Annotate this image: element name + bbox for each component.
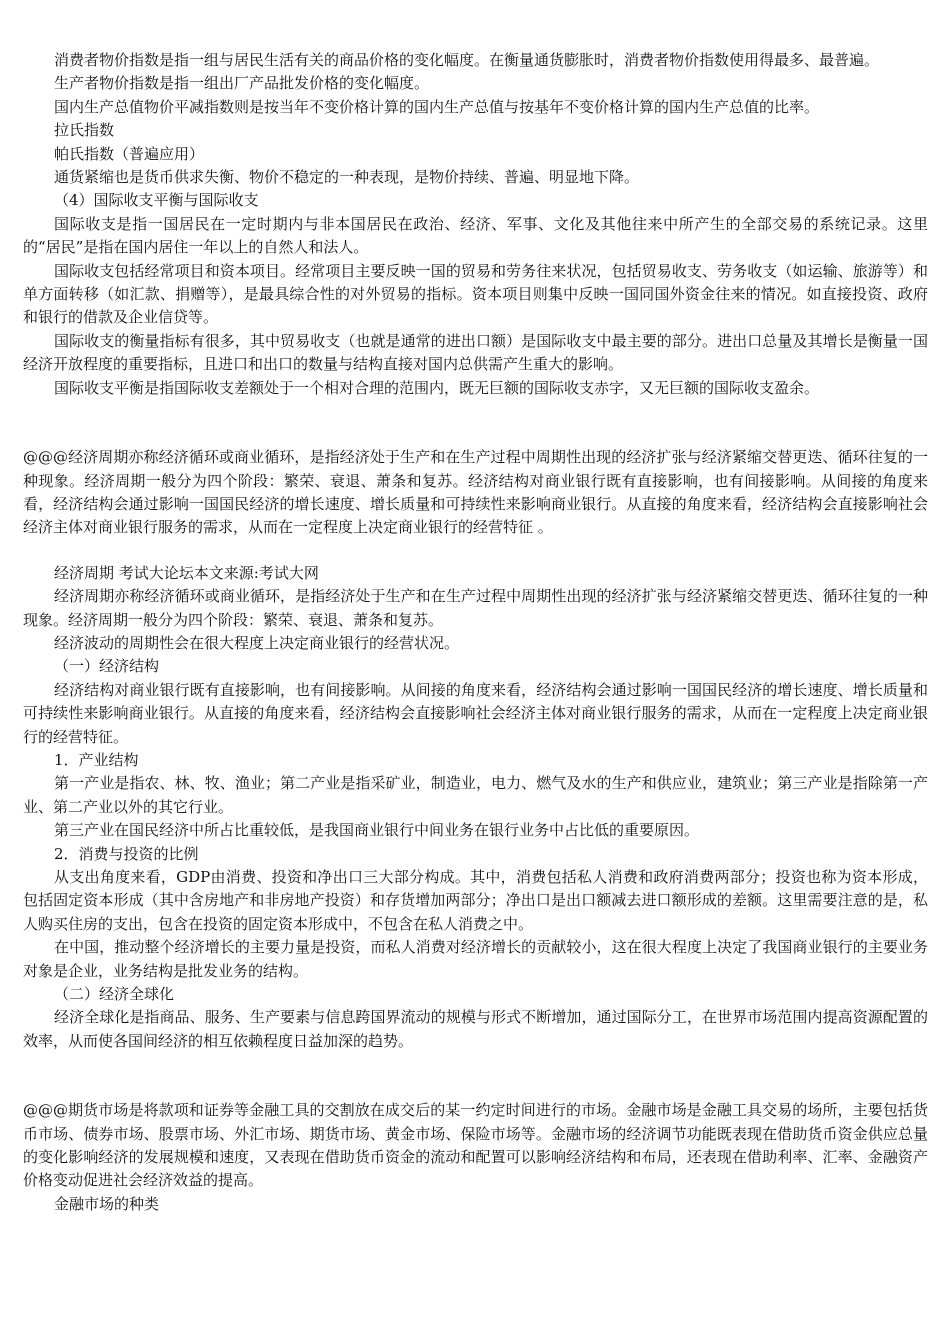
section-heading-economic-structure: （一）经济结构	[54, 657, 160, 676]
paragraph-china-investment: 在中国，推动整个经济增长的主要力量是投资，而私人消费对经济增长的贡献较小，这在很大程度上决定了我国商业银行的主要业务对象是企业，业务结构是批发业务的结构。	[23, 938, 928, 980]
section-heading-globalization: （二）经济全球化	[54, 985, 175, 1004]
subheading-industrial-structure: 1．产业结构	[54, 750, 139, 769]
paragraph-bop-indicators: 国际收支的衡量指标有很多，其中贸易收支（也就是通常的进出口额）是国际收支中最主要的部分。进出口总量及其增长是衡量一国经济开放程度的重要指标，且进口和出口的数量与结构直接对国内总供需产生重大的影响。	[23, 331, 928, 374]
subheading-consumption-investment: 2．消费与投资的比例	[54, 844, 199, 863]
paragraph-economic-structure: 经济结构对商业银行既有直接影响，也有间接影响。从间接的角度来看，经济结构会通过影响一国国民经济的增长速度、增长质量和可持续性来影响商业银行。从直接的角度来看，经济结构会直接影响社会经济主体对商业银行服务的需求，从而在一定程度上决定商业银行的经营特征。	[23, 680, 928, 746]
paragraph-globalization: 经济全球化是指商品、服务、生产要素与信息跨国界流动的规模与形式不断增加，通过国际分工，在世界市场范围内提高资源配置的效率，从而使各国间经济的相互依赖程度日益加深的趋势。	[23, 1008, 928, 1050]
paragraph-bop-balance: 国际收支平衡是指国际收支差额处于一个相对合理的范围内，既无巨额的国际收支赤字，又无巨额的国际收支盈余。	[54, 378, 820, 397]
paragraph-futures-market: @@@期货市场是将款项和证券等金融工具的交割放在成交后的某一约定时间进行的市场。金融市场是金融工具交易的场所，主要包括货币市场、债券市场、股票市场、外汇市场、期货市场、黄金市场、保险市场等。金融市场的经济调节功能既表现在借助货币资金供应总量的变化影响经济的发展规模和速度，又表现在借助货币资金的流动和配置可以影响经济结构和布局，还表现在借助利率、汇率、金融资产价格变动促进社会经济效益的提高。	[23, 1101, 928, 1190]
paragraph-gdp-deflator: 国内生产总值物价平减指数则是按当年不变价格计算的国内生产总值与按基年不变价格计算的国内生产总值的比率。	[54, 97, 820, 116]
paragraph-business-cycle-summary: @@@经济周期亦称经济循环或商业循环，是指经济处于生产和在生产过程中周期性出现的经济扩张与经济紧缩交替更迭、循环往复的一种现象。经济周期一般分为四个阶段：繁荣、衰退、萧条和复苏。经济结构对商业银行既有直接影响，也有间接影响。从间接的角度来看，经济结构会通过影响一国国民经济的增长速度、增长质量和可持续性来影响商业银行。从直接的角度来看，经济结构会直接影响社会经济主体对商业银行服务的需求，从而在一定程度上决定商业银行的经营特征 。	[23, 448, 928, 537]
paragraph-business-cycle-source: 经济周期 考试大论坛本文来源:考试大网	[54, 563, 319, 582]
document-page	[23, 49, 928, 1216]
paragraph-business-cycle-definition: 经济周期亦称经济循环或商业循环，是指经济处于生产和在生产过程中周期性出现的经济扩张与经济紧缩交替更迭、循环往复的一种现象。经济周期一般分为四个阶段：繁荣、衰退、萧条和复苏。	[23, 587, 928, 629]
paragraph-ppi: 生产者物价指数是指一组出厂产品批发价格的变化幅度。	[54, 74, 430, 93]
paragraph-paasche: 帕氏指数（普遍应用）	[54, 144, 205, 163]
paragraph-tertiary-share: 第三产业在国民经济中所占比重较低，是我国商业银行中间业务在银行业务中占比低的重要原因。	[54, 821, 700, 840]
paragraph-cycle-impact: 经济波动的周期性会在很大程度上决定商业银行的经营状况。	[54, 633, 460, 652]
paragraph-bop-definition: 国际收支是指一国居民在一定时期内与非本国居民在政治、经济、军事、文化及其他往来中所产生的全部交易的系统记录。这里的“居民”是指在国内居住一年以上的自然人和法人。	[23, 214, 928, 257]
paragraph-deflation: 通货紧缩也是货币供求失衡、物价不稳定的一种表现，是物价持续、普遍、明显地下降。	[54, 168, 640, 187]
paragraph-cpi: 消费者物价指数是指一组与居民生活有关的商品价格的变化幅度。在衡量通货膨胀时，消费者物价指数使用得最多、最普遍。	[54, 51, 880, 69]
section-heading-balance-of-payments: （4）国际收支平衡与国际收支	[54, 191, 259, 210]
paragraph-bop-components: 国际收支包括经常项目和资本项目。经常项目主要反映一国的贸易和劳务往来状况，包括贸易收支、劳务收支（如运输、旅游等）和单方面转移（如汇款、捐赠等），是最具综合性的对外贸易的指标。资本项目则集中反映一国同国外资金往来的情况。如直接投资、政府和银行的借款及企业信贷等。	[23, 261, 928, 327]
paragraph-laspeyres: 拉氏指数	[54, 121, 115, 140]
paragraph-gdp-expenditure: 从支出角度来看，GDP由消费、投资和净出口三大部分构成。其中，消费包括私人消费和政府消费两部分；投资也称为资本形成，包括固定资本形成（其中含房地产和非房地产投资）和存货增加两部分；净出口是出口额减去进口额形成的差额。这里需要注意的是，私人购买住房的支出，包含在投资的固定资本形成中，不包含在私人消费之中。	[23, 868, 928, 933]
paragraph-market-types: 金融市场的种类	[54, 1194, 160, 1213]
paragraph-industries: 第一产业是指农、林、牧、渔业；第二产业是指采矿业，制造业，电力、燃气及水的生产和供应业，建筑业；第三产业是指除第一产业、第二产业以外的其它行业。	[23, 774, 928, 816]
